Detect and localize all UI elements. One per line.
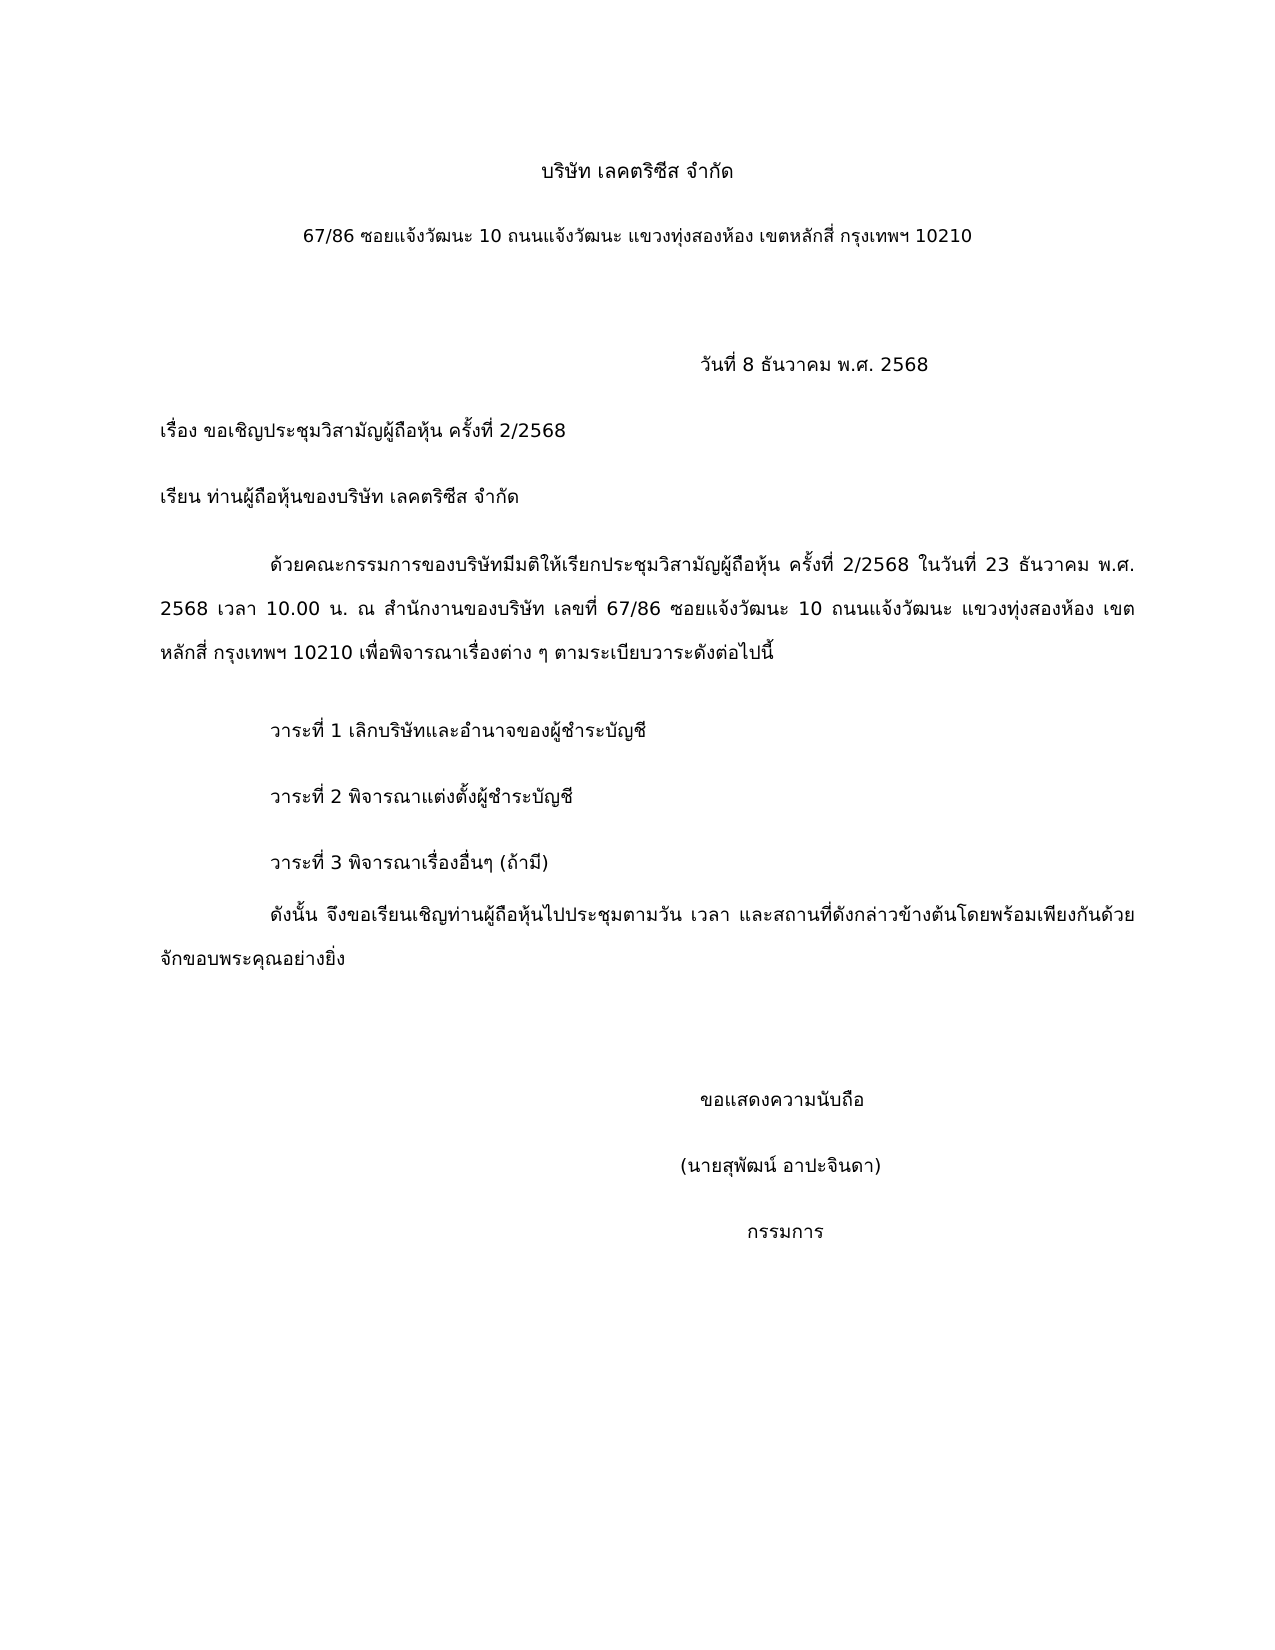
agenda-item-3: วาระที่ 3 พิจารณาเรื่องอื่นๆ (ถ้ามี) <box>270 852 549 874</box>
signature-name: (นายสุพัฒน์ อาปะจินดา) <box>680 1155 882 1177</box>
agenda-item-2: วาระที่ 2 พิจารณาแต่งตั้งผู้ชำระบัญชี <box>270 786 573 808</box>
signature-closing: ขอแสดงความนับถือ <box>700 1089 865 1111</box>
body-paragraph-1: ด้วยคณะกรรมการของบริษัทมีมติให้เรียกประชุมวิสามัญผู้ถือหุ้น ครั้งที่ 2/2568 ในวันที่ 23 ธันวาคม พ.ศ. 2568 เวลา 10.00 น. ณ สำนักงานของบริษัท เลขที่ 67/86 ซอยแจ้งวัฒนะ 10 ถนนแจ้งวัฒนะ แขวงทุ่งสองห้อง เขตหลักสี่ กรุงเทพฯ 10210 เพื่อพิจารณาเรื่องต่าง ๆ ตามระเบียบวาระดังต่อไปนี้ <box>160 554 1135 664</box>
body-paragraph-2: ดังนั้น จึงขอเรียนเชิญท่านผู้ถือหุ้นไปประชุมตามวัน เวลา และสถานที่ดังกล่าวข้างต้นโดยพร้อมเพียงกันด้วย จักขอบพระคุณอย่างยิ่ง <box>160 904 1135 970</box>
letter-date: วันที่ 8 ธันวาคม พ.ศ. 2568 <box>700 354 929 376</box>
company-address: 67/86 ซอยแจ้งวัฒนะ 10 ถนนแจ้งวัฒนะ แขวงทุ่งสองห้อง เขตหลักสี่ กรุงเทพฯ 10210 <box>302 226 973 247</box>
letter-salutation: เรียน ท่านผู้ถือหุ้นของบริษัท เลคตริซีส จำกัด <box>160 486 520 508</box>
agenda-item-1: วาระที่ 1 เลิกบริษัทและอำนาจของผู้ชำระบัญชี <box>270 720 647 742</box>
company-name: บริษัท เลคตริซีส จำกัด <box>541 159 734 183</box>
letter-subject: เรื่อง ขอเชิญประชุมวิสามัญผู้ถือหุ้น ครั้งที่ 2/2568 <box>160 420 567 442</box>
signature-title: กรรมการ <box>747 1221 824 1243</box>
